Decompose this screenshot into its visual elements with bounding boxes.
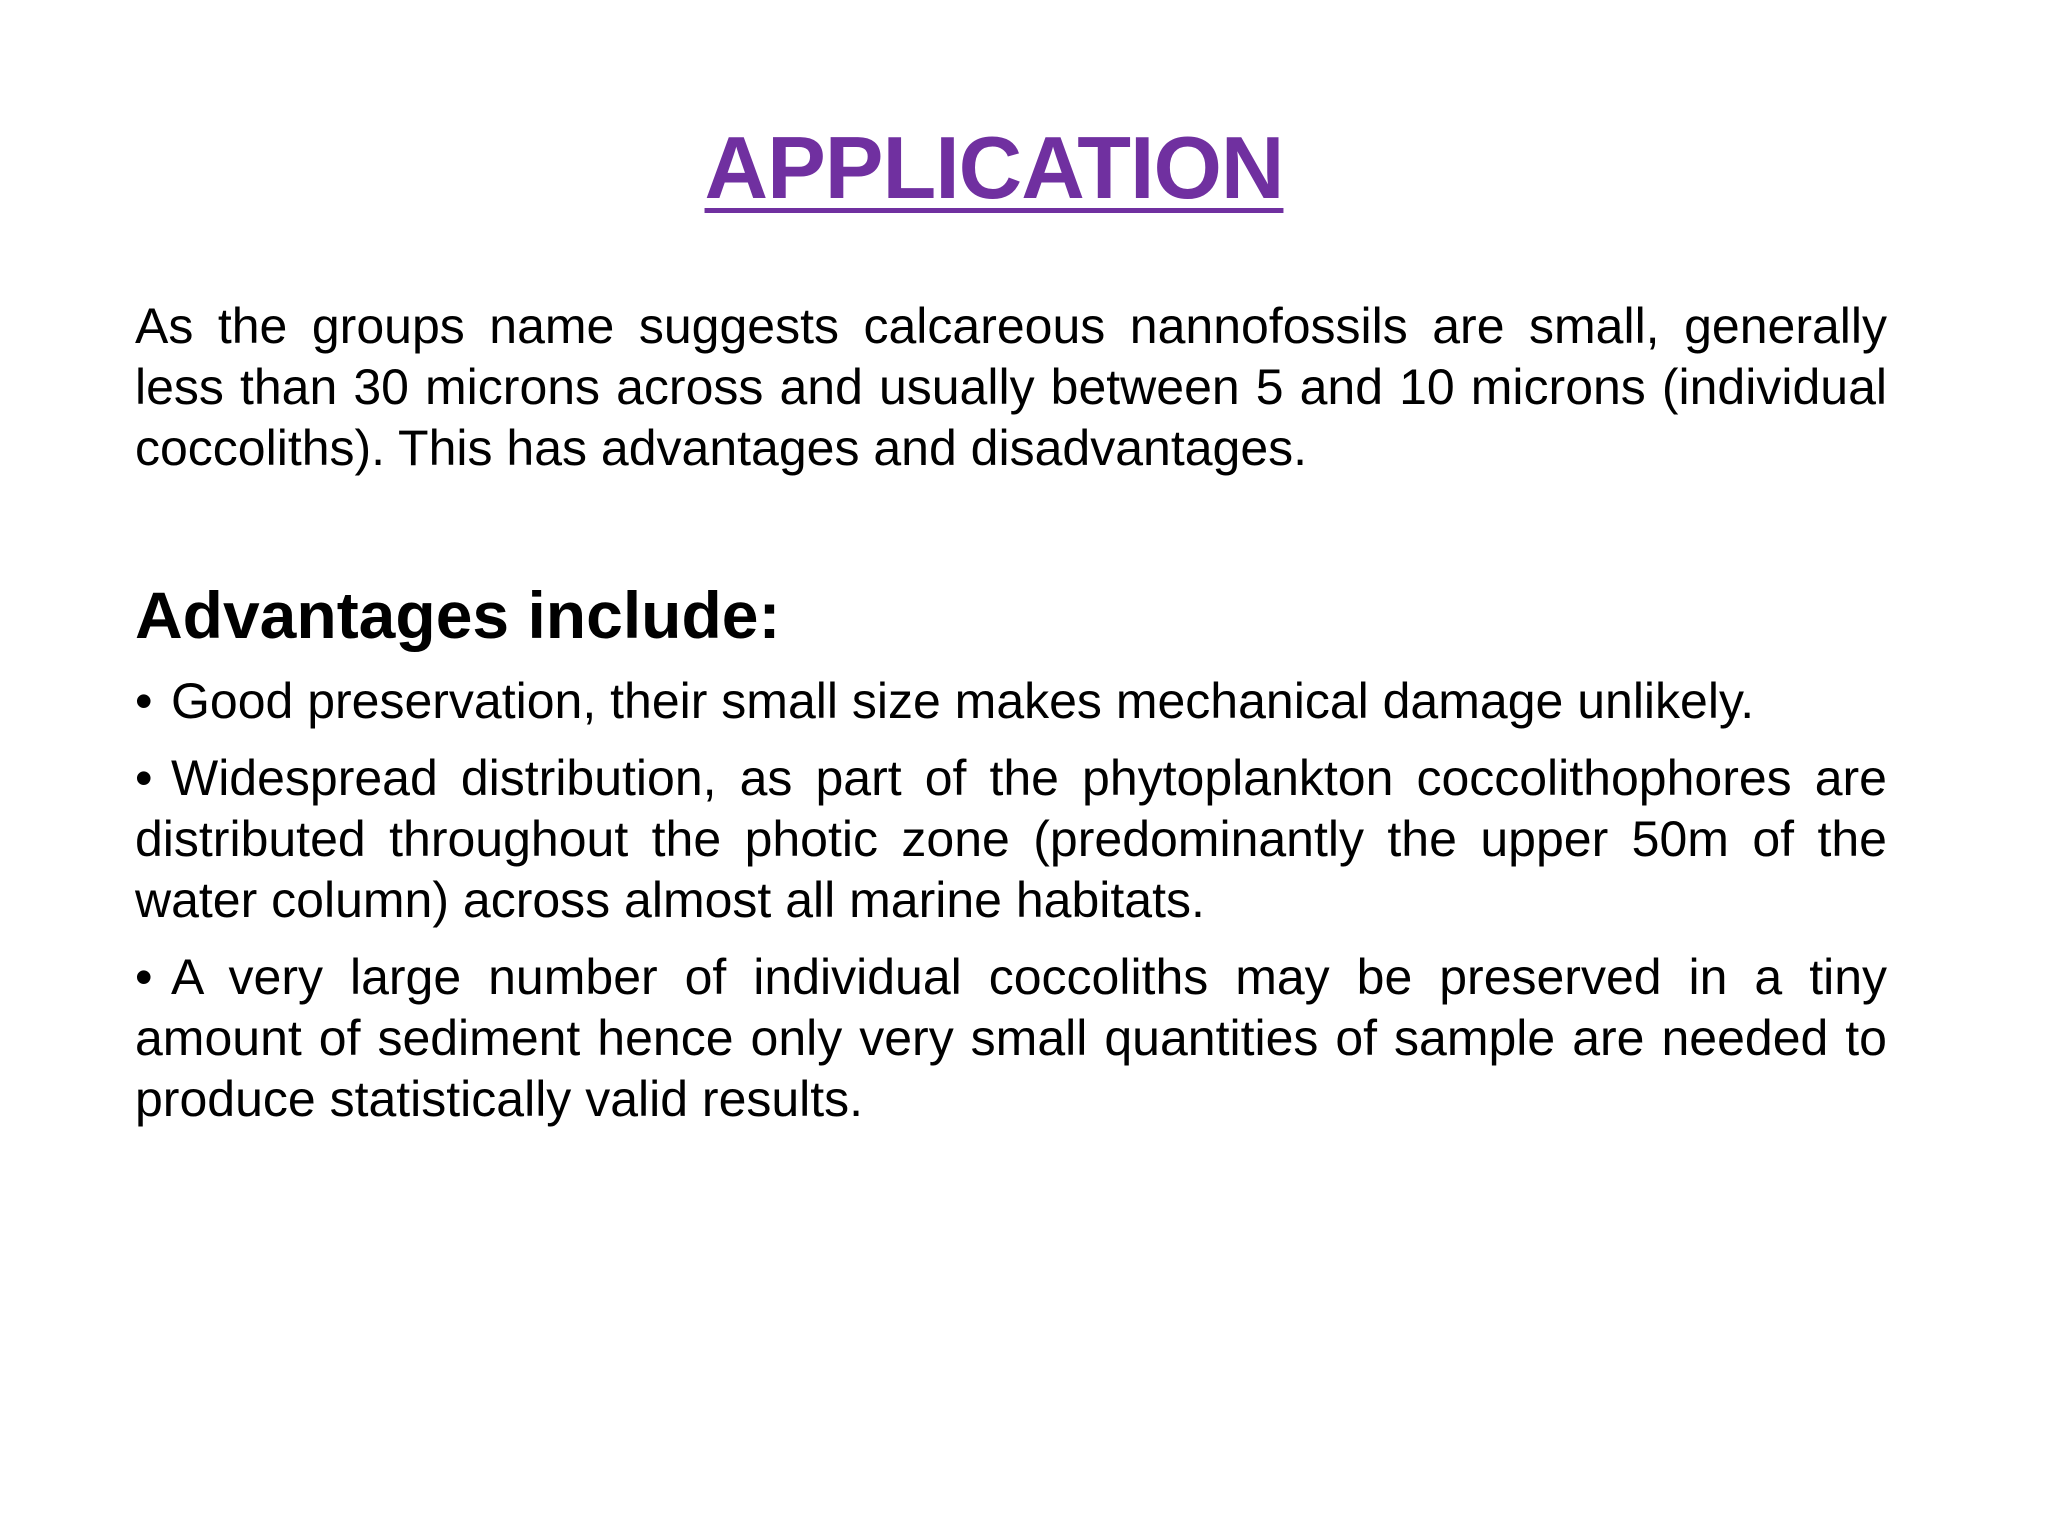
advantage-text: A very large number of individual coccoliths may be preserved in a tiny amount of sediment hence only very small quantities of sample are needed to produce statistically valid results.	[135, 949, 1887, 1127]
slide-content	[135, 296, 1887, 1146]
list-item	[135, 947, 1887, 1130]
title-container	[0, 118, 1988, 218]
intro-paragraph: As the groups name suggests calcareous nannofossils are small, generally less than 30 microns across and usually between 5 and 10 microns (individual coccoliths). This has advantages and disadvantages.	[135, 298, 1887, 476]
bullet-icon: •	[135, 673, 153, 729]
bullet-icon: •	[135, 949, 153, 1005]
advantages-heading: Advantages include:	[135, 578, 781, 652]
bullet-icon: •	[135, 750, 153, 806]
list-item	[135, 748, 1887, 931]
advantages-list	[135, 671, 1887, 1130]
list-item	[135, 671, 1887, 732]
advantage-text: Good preservation, their small size makes mechanical damage unlikely.	[171, 673, 1755, 729]
slide-title: APPLICATION	[704, 118, 1284, 217]
advantage-text: Widespread distribution, as part of the phytoplankton coccolithophores are distributed throughout the photic zone (predominantly the upper 50m of the water column) across almost all marine habitats.	[135, 750, 1887, 928]
